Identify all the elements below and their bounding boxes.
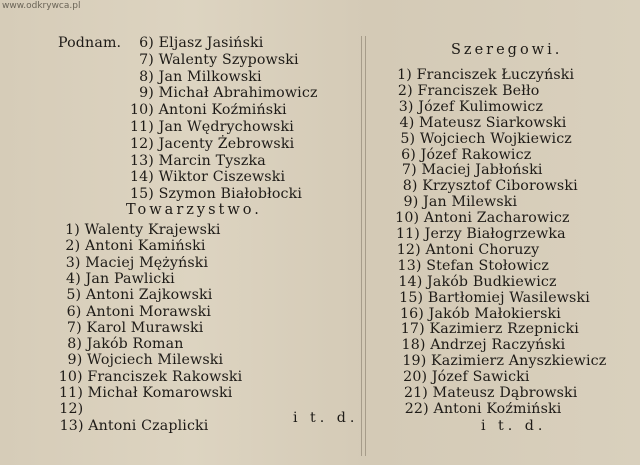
item-name: Jan Milewski	[418, 194, 518, 211]
item-name: Andrzej Raczyński	[425, 337, 566, 354]
list-item	[126, 35, 263, 52]
list-item	[393, 242, 540, 259]
item-name: Kazimierz Rzepnicki	[424, 321, 579, 338]
list-item	[126, 119, 294, 136]
item-number: 21)	[403, 385, 428, 401]
item-name: Antoni Koźmiński	[154, 102, 287, 119]
item-number: 14)	[129, 169, 154, 186]
list-item	[391, 210, 569, 227]
list-item	[396, 306, 561, 323]
item-name: Józef Sawicki	[427, 369, 530, 386]
item-number: 7)	[401, 162, 417, 179]
item-name: Bartłomiej Wasilewski	[423, 289, 590, 306]
item-number: 22)	[404, 400, 429, 417]
item-name: Franciszek Bełło	[412, 82, 540, 99]
item-name: Antoni Morawski	[81, 303, 212, 320]
item-name: Jakób Budkiewicz	[422, 273, 557, 290]
item-number: 15)	[399, 289, 424, 306]
list-item	[390, 194, 517, 211]
item-number: 19)	[402, 353, 427, 370]
item-name: Walenty Krajewski	[80, 222, 221, 238]
list-item	[400, 385, 578, 402]
item-number: 6)	[139, 35, 154, 51]
item-number: 13)	[129, 152, 154, 169]
item-number: 2)	[397, 82, 413, 99]
item-number: 8)	[139, 68, 154, 85]
item-number: 9)	[67, 352, 83, 369]
list-item	[384, 67, 574, 84]
list-item	[395, 290, 590, 307]
list-item	[394, 258, 549, 275]
item-number: 4)	[66, 270, 81, 287]
list-item	[392, 226, 566, 243]
list-item	[58, 352, 223, 369]
item-number: 10)	[129, 102, 154, 119]
list-item	[386, 99, 544, 116]
list-item	[398, 353, 606, 370]
item-name: Eljasz Jasiński	[154, 35, 264, 51]
item-name: Stefan Stołowicz	[421, 257, 550, 274]
item-name: Jacenty Żebrowski	[154, 135, 295, 152]
item-number: 20)	[403, 369, 428, 386]
item-name: Wojciech Milewski	[82, 352, 224, 369]
item-name: Antoni Czaplicki	[83, 417, 209, 434]
item-number: 1)	[397, 67, 412, 83]
item-number: 11)	[395, 226, 420, 242]
towarzystwo-heading: Towarzystwo.	[126, 202, 262, 218]
column-divider	[361, 36, 366, 456]
item-name: Józef Rakowicz	[416, 146, 532, 163]
item-number: 5)	[66, 287, 82, 304]
item-name: Maciej Mężyński	[80, 254, 209, 271]
item-name: Maciej Jabłoński	[416, 162, 543, 179]
item-name: Jakób Małokierski	[424, 305, 561, 322]
item-name: Walenty Szypowski	[154, 51, 299, 68]
list-item	[386, 115, 566, 132]
list-item	[126, 153, 266, 170]
item-name: Jakób Roman	[82, 336, 184, 353]
szeregowi-heading: Szeregowi.	[451, 42, 563, 58]
item-name: Jerzy Białogrzewka	[420, 226, 566, 242]
item-number: 8)	[402, 178, 418, 195]
watermark: www.odkrywca.pl	[2, 1, 81, 11]
list-item	[126, 102, 287, 119]
item-number: 3)	[398, 98, 414, 115]
list-item	[126, 52, 299, 69]
item-name: Mateusz Dąbrowski	[428, 385, 578, 401]
list-item	[387, 131, 572, 148]
item-name: Jan Pawlicki	[80, 270, 175, 287]
item-name: Szymon Białobłocki	[154, 186, 303, 203]
item-number: 11)	[129, 119, 154, 135]
item-number: 10)	[58, 368, 83, 385]
list-item	[126, 186, 302, 203]
item-name: Marcin Tyszka	[154, 152, 266, 169]
item-number: 7)	[66, 319, 82, 336]
list-item	[56, 238, 205, 255]
list-item	[401, 401, 562, 418]
list-item	[59, 385, 232, 402]
item-number: 9)	[139, 85, 154, 102]
list-item	[388, 147, 531, 164]
list-item	[126, 169, 285, 186]
item-name: Mateusz Siarkowski	[414, 114, 567, 131]
list-item	[126, 136, 294, 153]
list-item	[126, 69, 262, 86]
item-name: Wojciech Wojkiewicz	[415, 130, 572, 147]
item-number: 11)	[59, 385, 84, 401]
list-item	[389, 162, 543, 179]
item-name: Krzysztof Ciborowski	[417, 178, 578, 195]
item-number: 6)	[401, 146, 416, 163]
item-number: 18)	[401, 337, 426, 354]
item-name: Kazimierz Anyszkiewicz	[426, 353, 607, 370]
item-name: Józef Kulimowicz	[413, 98, 544, 115]
podnam-label: Podnam.	[58, 35, 122, 51]
item-name: Franciszek Rakowski	[82, 368, 243, 385]
item-number: 14)	[398, 273, 423, 290]
item-number: 3)	[65, 254, 81, 271]
item-name: Michał Komarowski	[83, 385, 233, 401]
list-item	[57, 287, 212, 304]
list-item	[397, 321, 579, 338]
item-number: 4)	[399, 114, 415, 131]
list-item	[126, 85, 318, 102]
right-etc: i t. d.	[481, 418, 547, 434]
list-item	[398, 337, 566, 354]
list-item	[57, 255, 209, 272]
left-etc: i t. d.	[293, 410, 359, 426]
item-number: 1)	[65, 222, 80, 238]
item-name: Karol Murawski	[81, 319, 204, 336]
item-name: Antoni Koźmiński	[428, 400, 562, 417]
item-number: 12)	[396, 241, 421, 258]
item-name: Antoni Kamiński	[80, 238, 206, 255]
list-item	[58, 336, 183, 353]
item-name: Wiktor Ciszewski	[154, 169, 286, 186]
list-item	[57, 271, 175, 288]
item-name: Antoni Zajkowski	[81, 287, 213, 304]
item-name: Michał Abrahimowicz	[154, 85, 318, 102]
item-number: 5)	[400, 130, 416, 147]
item-number: 13)	[397, 257, 422, 274]
list-item	[385, 83, 540, 100]
item-number: 17)	[400, 321, 425, 338]
item-name: Jan Wędrychowski	[154, 119, 294, 135]
list-item	[399, 369, 529, 386]
item-number: 16)	[399, 305, 424, 322]
item-number: 2)	[65, 238, 81, 255]
item-number: 12)	[129, 135, 154, 152]
item-name: Jan Milkowski	[154, 68, 262, 85]
list-item	[59, 401, 83, 418]
list-item	[390, 178, 578, 195]
item-number: 6)	[66, 303, 82, 320]
item-number: 8)	[67, 336, 83, 353]
item-number: 15)	[129, 186, 154, 203]
item-number: 12)	[59, 401, 84, 418]
list-item	[59, 369, 243, 386]
item-number: 9)	[403, 194, 419, 211]
item-name: Franciszek Łuczyński	[412, 67, 575, 83]
item-number: 10)	[395, 210, 420, 227]
item-name: Antoni Choruzy	[420, 241, 540, 258]
list-item	[60, 418, 209, 435]
item-number: 13)	[59, 417, 84, 434]
list-item	[58, 320, 204, 337]
list-item	[56, 222, 221, 239]
list-item	[394, 274, 556, 291]
item-number: 7)	[139, 51, 154, 68]
list-item	[58, 304, 212, 321]
item-name: Antoni Zacharowicz	[419, 210, 570, 227]
